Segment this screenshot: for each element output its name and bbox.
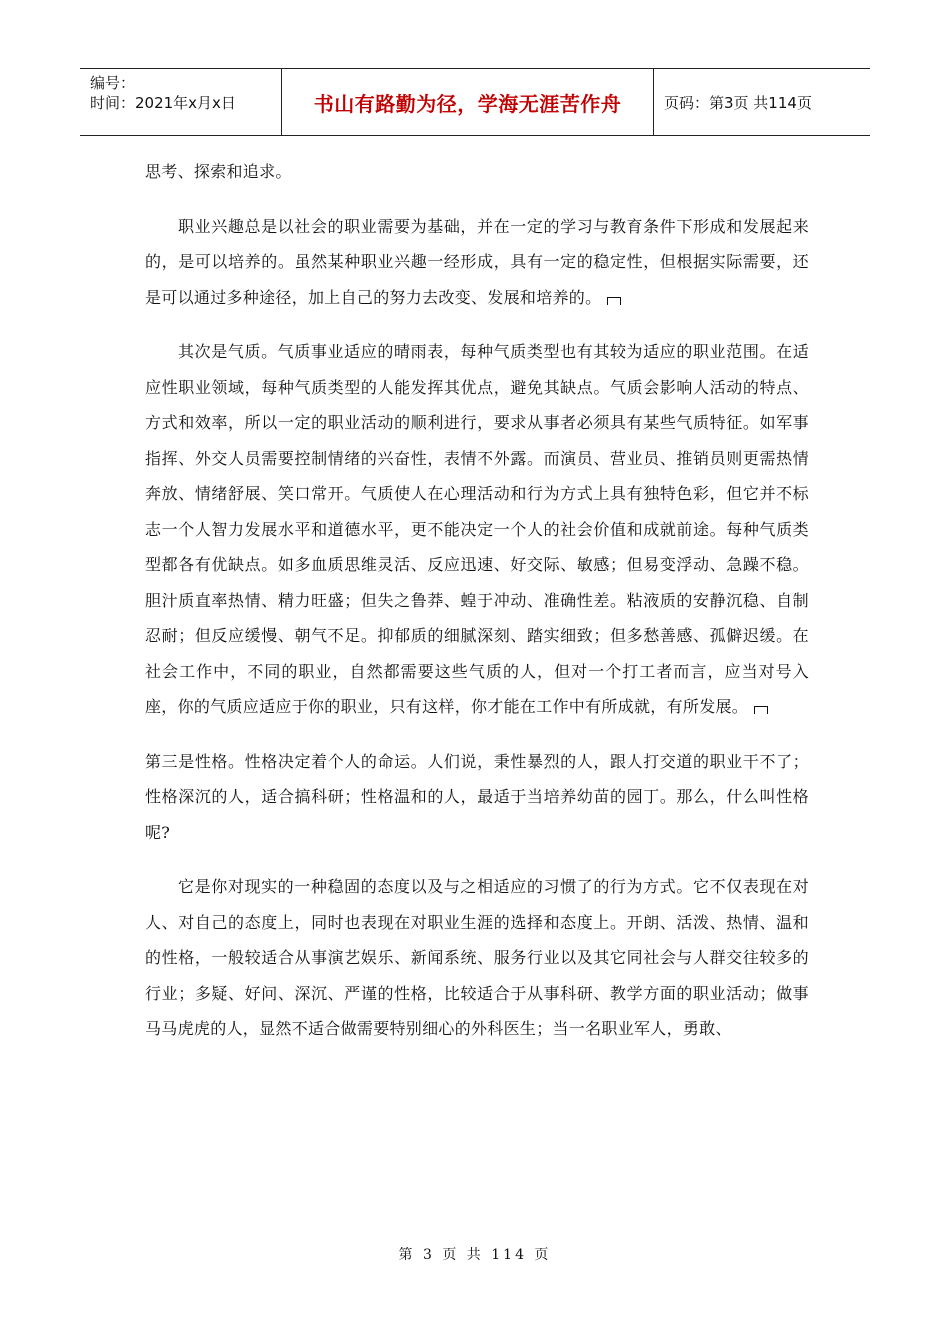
paragraph-5 [145, 869, 809, 1047]
code-label: 编号： [90, 74, 136, 92]
paragraph-mark-icon [607, 297, 621, 305]
date-label: 时间：2021年x月x日 [90, 94, 236, 112]
paragraph-2-text: 职业兴趣总是以社会的职业需要为基础，并在一定的学习与教育条件下形成和发展起来的，是可以培养的。虽然某种职业兴趣一经形成，具有一定的稳定性，但根据实际需要，还是可以通过多种途径，加上自己的努力去改变、发展和培养的。 [145, 216, 809, 307]
paragraph-mark-icon [754, 706, 768, 714]
paragraph-2 [145, 209, 809, 316]
header-meta [80, 69, 282, 135]
paragraph-1 [145, 154, 809, 190]
paragraph-3-text: 其次是气质。气质事业适应的晴雨表，每种气质类型也有其较为适应的职业范围。在适应性职业领域，每种气质类型的人能发挥其优点，避免其缺点。气质会影响人活动的特点、方式和效率，所以一定的职业活动的顺利进行，要求从事者必须具有某些气质特征。如军事指挥、外交人员需要控制情绪的兴奋性，表情不外露。而演员、营业员、推销员则更需热情奔放、情绪舒展、笑口常开。气质使人在心理活动和行为方式上具有独特色彩，但它并不标志一个人智力发展水平和道德水平，更不能决定一个人的社会价值和成就前途。每种气质类型都各有优缺点。如多血质思维灵活、反应迅速、好交际、敏感；但易变浮动、急躁不稳。胆汁质直率热情、精力旺盛；但失之鲁莽、蝗于冲动、准确性差。粘液质的安静沉稳、自制忍耐；但反应缓慢、朝气不足。抑郁质的细腻深刻、踏实细致；但多愁善感、孤僻迟缓。在社会工作中，不同的职业，自然都需要这些气质的人，但对一个打工者而言，应当对号入座，你的气质应适应于你的职业，只有这样，你才能在工作中有所成就，有所发展。 [145, 342, 809, 716]
paragraph-1-text: 思考、探索和追求。 [145, 162, 292, 181]
header-motto: 书山有路勤为径，学海无涯苦作舟 [282, 69, 654, 135]
page-header [80, 68, 870, 136]
header-page-info: 页码：第3页 共114页 [664, 93, 812, 112]
paragraph-3 [145, 334, 809, 725]
paragraph-4 [145, 744, 809, 851]
paragraph-4-text: 第三是性格。性格决定着个人的命运。人们说，秉性暴烈的人，跟人打交道的职业干不了；性格深沉的人，适合搞科研；性格温和的人，最适于当培养幼苗的园丁。那么，什么叫性格呢? [145, 751, 809, 842]
paragraph-5-text: 它是你对现实的一种稳固的态度以及与之相适应的习惯了的行为方式。它不仅表现在对人、对自己的态度上，同时也表现在对职业生涯的选择和态度上。开朗、活泼、热情、温和的性格，一般较适合从事演艺娱乐、新闻系统、服务行业以及其它同社会与人群交往较多的行业；多疑、好问、深沉、严谨的性格，比较适合于从事科研、教学方面的职业活动；做事马马虎虎的人，显然不适合做需要特别细心的外科医生；当一名职业军人，勇敢、 [145, 877, 809, 1038]
page-footer: 第 3 页 共 114 页 [398, 1247, 552, 1263]
document-body [145, 154, 809, 1066]
